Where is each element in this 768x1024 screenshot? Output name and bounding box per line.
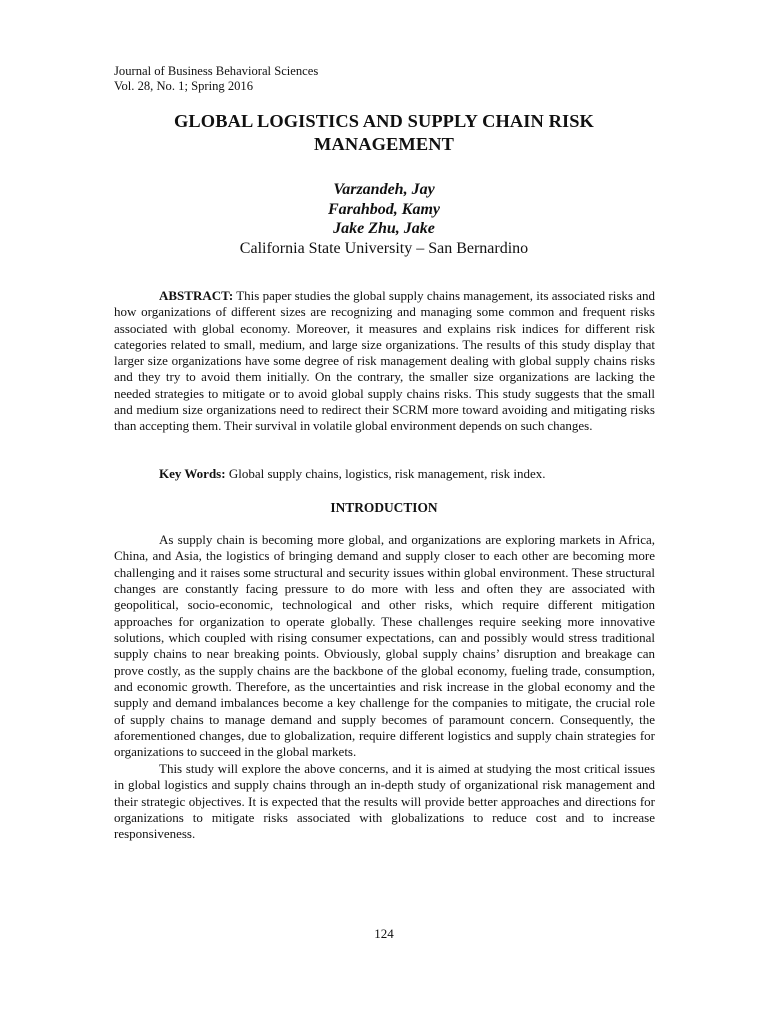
- body-paragraph: As supply chain is becoming more global, and organizations are exploring markets in Africa, China, and Asia, the logistics of bringing demand and supply closer to each other are becoming more challenging and it raises some structural and security issues within global environment. These structural changes are constantly facing pressure to do more with less and often they are associated with geopolitical, socio-economic, technological and other risks, which require different mitigation approaches for organization to operate globally. These challenges require seeking more innovative solutions, which coupled with rising consumer expectations, can and possibly would stress traditional supply chains to near breaking points. Obviously, global supply chains’ disruption and breakage can prove costly, as the supply chains are the backbone of the global economy, fueling trade, consumption, and economic growth. Therefore, as the uncertainties and risk increase in the global economy and the supply and demand imbalances become a key challenge for the companies to mitigate, the crucial role of supply chains to manage demand and supply becomes of paramount concern. Consequently, the aforementioned changes, due to globalization, require different logistics and supply chain strategies for organizations to succeed in the global markets.: [114, 532, 655, 760]
- affiliation: California State University – San Bernardino: [239, 239, 529, 257]
- author-name: Varzandeh, Jay: [333, 181, 435, 198]
- keywords: [114, 466, 655, 482]
- journal-name: Journal of Business Behavioral Sciences: [114, 64, 319, 78]
- abstract: [114, 288, 655, 435]
- abstract-label: ABSTRACT:: [159, 288, 234, 303]
- author-name: Farahbod, Kamy: [327, 200, 440, 218]
- keywords-text: Global supply chains, logistics, risk management, risk index.: [228, 466, 546, 481]
- page-number: 124: [374, 926, 394, 941]
- journal-header: [114, 64, 318, 94]
- paper-title: GLOBAL LOGISTICS AND SUPPLY CHAIN RISK MANAGEMENT: [174, 111, 594, 154]
- abstract-text: This paper studies the global supply chains management, its associated risks and how organizations of different sizes are recognizing and managing some common and frequent risks associated with global economy. Moreover, it measures and explains risk indices for different risk categories related to small, medium, and large size organizations. The results of this study display that larger size organizations have some degree of risk management dealing with global supply chains risks and they try to avoid them initially. On the contrary, the smaller size organizations are lacking the needed strategies to mitigate or to avoid global supply chains risks. This study suggests that the small and medium size organizations need to redirect their SCRM more toward avoiding and mitigating risks than accepting them. Their survival in volatile global environment depends on such changes.: [114, 288, 656, 434]
- introduction-body: [114, 532, 655, 843]
- body-paragraph: This study will explore the above concerns, and it is aimed at studying the most critical issues in global logistics and supply chains through an in-depth study of organizational risk management and their strategic objectives. It is expected that the results will provide better approaches and directions for organizations to mitigate risks associated with globalizations to reduce cost and to increase responsiveness.: [114, 760, 655, 842]
- keywords-label: Key Words:: [159, 466, 226, 481]
- section-heading-introduction: INTRODUCTION: [330, 500, 438, 515]
- author-name: Jake Zhu, Jake: [333, 220, 435, 237]
- author-block: [114, 180, 654, 258]
- journal-issue: Vol. 28, No. 1; Spring 2016: [114, 79, 254, 93]
